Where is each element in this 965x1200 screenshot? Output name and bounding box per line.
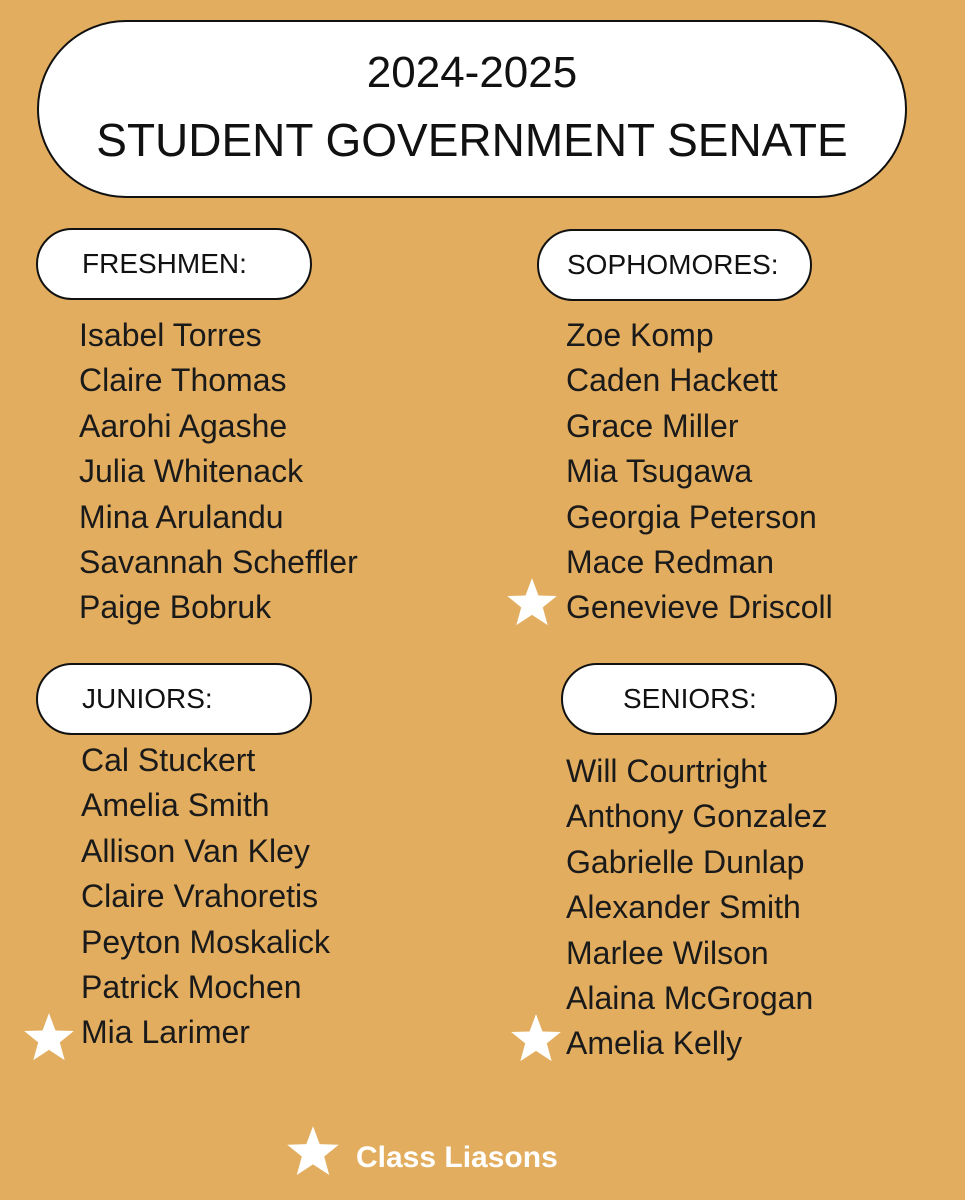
list-item: Alaina McGrogan: [566, 979, 814, 1016]
list-item: Amelia Smith: [81, 787, 270, 824]
title-banner: [37, 20, 907, 198]
list-item: Paige Bobruk: [79, 589, 272, 626]
list-item: Zoe Komp: [566, 317, 714, 353]
seniors-label: SENIORS:: [561, 663, 837, 735]
legend-label: Class Liasons: [356, 1141, 558, 1174]
list-item: Genevieve Driscoll: [566, 589, 833, 626]
juniors-label: JUNIORS:: [36, 663, 312, 735]
list-item: Alexander Smith: [566, 889, 801, 926]
title-heading: STUDENT GOVERNMENT SENATE: [96, 114, 848, 166]
list-item: Will Courtright: [566, 753, 767, 789]
list-item: Savannah Scheffler: [79, 543, 358, 580]
list-item: Mina Arulandu: [79, 498, 284, 535]
list-item: Mia Larimer: [81, 1014, 250, 1051]
star-icon: [22, 1011, 76, 1065]
list-item: Grace Miller: [566, 407, 739, 444]
list-item: Marlee Wilson: [566, 934, 769, 971]
list-item: Isabel Torres: [79, 317, 262, 353]
sophomores-list: [566, 313, 833, 631]
star-icon: [285, 1124, 341, 1180]
freshmen-label: FRESHMEN:: [36, 228, 312, 300]
list-item: Allison Van Kley: [81, 832, 310, 869]
list-item: Mace Redman: [566, 543, 775, 580]
seniors-list: [566, 749, 828, 1067]
star-icon: [505, 576, 559, 630]
list-item: Anthony Gonzalez: [566, 798, 828, 835]
sophomores-label: SOPHOMORES:: [537, 229, 812, 301]
star-icon: [509, 1012, 563, 1066]
list-item: Cal Stuckert: [81, 742, 256, 778]
list-item: Georgia Peterson: [566, 498, 817, 535]
list-item: Patrick Mochen: [81, 968, 302, 1005]
list-item: Claire Vrahoretis: [81, 878, 319, 915]
list-item: Amelia Kelly: [566, 1025, 743, 1062]
list-item: Mia Tsugawa: [566, 453, 753, 490]
list-item: Peyton Moskalick: [81, 923, 330, 960]
list-item: Gabrielle Dunlap: [566, 843, 805, 880]
list-item: Julia Whitenack: [79, 453, 304, 490]
list-item: Aarohi Agashe: [79, 407, 288, 444]
juniors-list: [81, 738, 330, 1056]
list-item: Claire Thomas: [79, 362, 287, 399]
freshmen-list: [79, 313, 358, 631]
list-item: Caden Hackett: [566, 362, 778, 399]
title-year: 2024-2025: [366, 48, 578, 97]
